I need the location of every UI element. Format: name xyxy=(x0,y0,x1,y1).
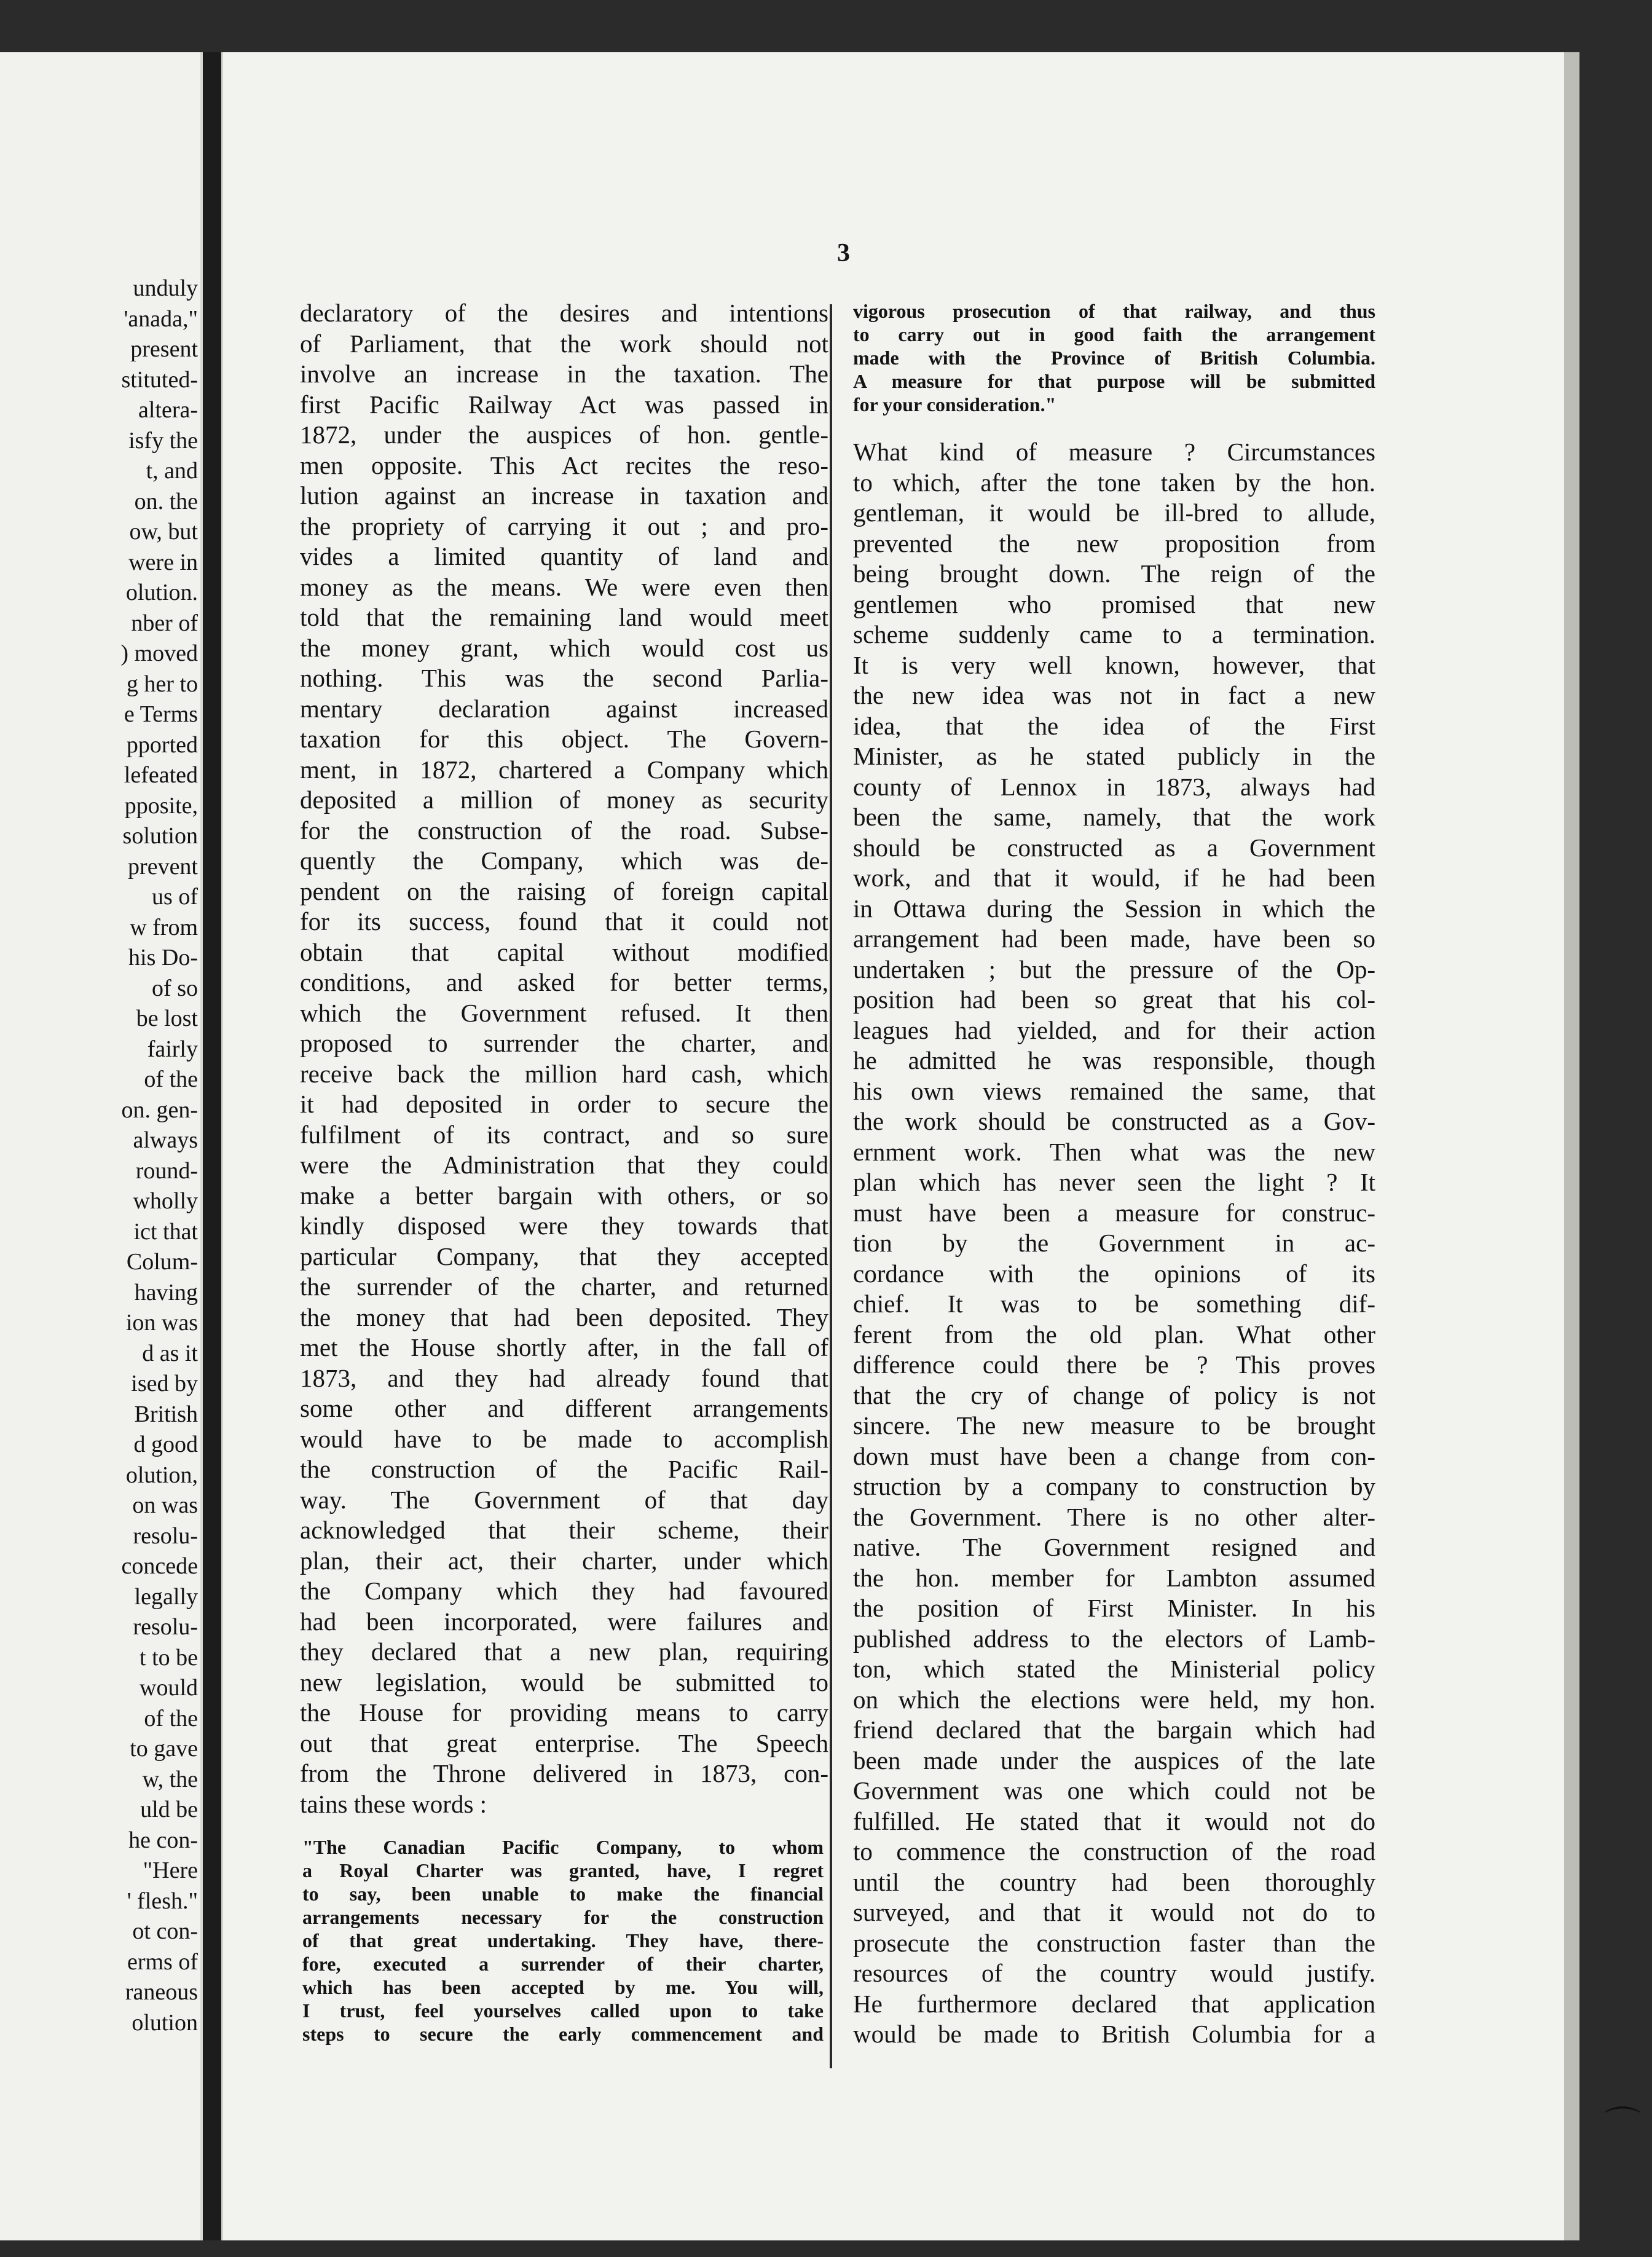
text-line: from the Throne delivered in 1873, con- xyxy=(300,1759,828,1787)
adjacent-page-fragment: of the xyxy=(144,1066,198,1092)
adjacent-page-fragment: d as it xyxy=(142,1340,198,1366)
text-line: out that great enterprise. The Speech xyxy=(300,1728,828,1757)
text-line: published address to the electors of Lamb- xyxy=(853,1624,1375,1653)
throne-speech-quote-end xyxy=(853,299,1375,416)
text-line: scheme suddenly came to a termination. xyxy=(853,620,1375,648)
adjacent-page-fragment: t, and xyxy=(146,458,198,484)
text-line: acknowledged that their scheme, their xyxy=(300,1516,828,1544)
quote-line: which has been accepted by me. You will, xyxy=(302,1976,824,1998)
text-line: must have been a measure for construc- xyxy=(853,1198,1375,1227)
text-line: ment, in 1872, chartered a Company which xyxy=(300,755,828,784)
text-line: struction by a company to construction by xyxy=(853,1472,1375,1500)
adjacent-page-fragment: altera- xyxy=(138,397,198,423)
text-line: What kind of measure ? Circumstances xyxy=(853,438,1375,466)
text-line: native. The Government resigned and xyxy=(853,1533,1375,1561)
text-line: had been incorporated, were failures and xyxy=(300,1607,828,1636)
column-divider xyxy=(830,304,832,2068)
adjacent-page-fragment: ow, but xyxy=(129,519,198,545)
text-line: gentleman, it would be ill-bred to allude, xyxy=(853,498,1375,527)
scan-corner-mark: ⌒ xyxy=(1604,2105,1641,2146)
text-line: being brought down. The reign of the xyxy=(853,559,1375,588)
adjacent-page-fragment: 'anada," xyxy=(124,305,198,332)
adjacent-page-fragment: nber of xyxy=(131,610,198,636)
text-line: conditions, and asked for better terms, xyxy=(300,968,828,996)
text-line: deposited a million of money as security xyxy=(300,786,828,814)
text-line: his own views remained the same, that xyxy=(853,1076,1375,1105)
adjacent-page-fragment: to gave xyxy=(130,1736,198,1762)
text-line: Minister, as he stated publicly in the xyxy=(853,742,1375,770)
quote-line: to say, been unable to make the financial xyxy=(302,1883,824,1905)
quote-line: made with the Province of British Columbia. xyxy=(853,347,1375,369)
quote-line: vigorous prosecution of that railway, and thus xyxy=(853,300,1375,322)
text-line: ton, which stated the Ministerial policy xyxy=(853,1655,1375,1683)
text-line: the hon. member for Lambton assumed xyxy=(853,1563,1375,1592)
adjacent-page-fragment: he con- xyxy=(128,1827,198,1853)
adjacent-page-sliver xyxy=(0,52,203,2240)
text-line: money as the means. We were even then xyxy=(300,572,828,601)
adjacent-page-fragment: Colum- xyxy=(126,1249,198,1275)
adjacent-page-fragment: always xyxy=(133,1127,198,1153)
text-line: in Ottawa during the Session in which the xyxy=(853,894,1375,923)
text-line: tains these words : xyxy=(300,1789,487,1818)
adjacent-page-fragment: of the xyxy=(144,1705,198,1731)
text-line: tion by the Government in ac- xyxy=(853,1229,1375,1257)
text-line: vides a limited quantity of land and xyxy=(300,542,828,570)
quote-line: A measure for that purpose will be submitted xyxy=(853,370,1375,392)
text-line: sincere. The new measure to be brought xyxy=(853,1411,1375,1440)
adjacent-page-fragment: ised by xyxy=(131,1371,198,1396)
text-line: taxation for this object. The Govern- xyxy=(300,725,828,753)
text-line: that the cry of change of policy is not xyxy=(853,1381,1375,1409)
text-line: county of Lennox in 1873, always had xyxy=(853,772,1375,801)
adjacent-page-fragment: present xyxy=(130,336,198,362)
text-line: particular Company, that they accepted xyxy=(300,1242,828,1270)
text-line: the money grant, which would cost us xyxy=(300,633,828,662)
text-line: cordance with the opinions of its xyxy=(853,1259,1375,1288)
adjacent-page-fragment: ) moved xyxy=(120,640,198,666)
text-line: fulfilment of its contract, and so sure xyxy=(300,1120,828,1149)
adjacent-page-fragment: olution xyxy=(132,2009,198,2036)
adjacent-page-fragment: ion was xyxy=(125,1310,198,1336)
text-line: of Parliament, that the work should not xyxy=(300,329,828,358)
text-line: arrangement had been made, have been so xyxy=(853,924,1375,953)
text-line: quently the Company, which was de- xyxy=(300,846,828,875)
adjacent-page-fragment: olution, xyxy=(125,1462,198,1488)
adjacent-page-fragment: ict that xyxy=(133,1218,198,1245)
adjacent-page-fragment: his Do- xyxy=(128,945,198,971)
quote-line: "The Canadian Pacific Company, to whom xyxy=(302,1836,824,1858)
text-line: difference could there be ? This proves xyxy=(853,1350,1375,1379)
text-line: resources of the country would justify. xyxy=(853,1959,1375,1987)
text-line: the construction of the Pacific Rail- xyxy=(300,1455,828,1483)
text-line: ferent from the old plan. What other xyxy=(853,1320,1375,1349)
page-edge xyxy=(1564,52,1579,2240)
text-line: plan which has never seen the light ? It xyxy=(853,1168,1375,1196)
text-line: proposed to surrender the charter, and xyxy=(300,1029,828,1057)
adjacent-page-fragment: lefeated xyxy=(124,762,198,788)
text-line: it had deposited in order to secure the xyxy=(300,1090,828,1118)
text-line: men opposite. This Act recites the reso- xyxy=(300,451,828,479)
adjacent-page-fragment: olution. xyxy=(125,580,198,605)
text-line: undertaken ; but the pressure of the Op- xyxy=(853,955,1375,983)
adjacent-page-fragment: resolu- xyxy=(133,1614,198,1640)
text-line: plan, their act, their charter, under which xyxy=(300,1546,828,1575)
text-line: would have to be made to accomplish xyxy=(300,1424,828,1453)
text-line: were the Administration that they could xyxy=(300,1151,828,1179)
adjacent-page-fragment: isfy the xyxy=(128,427,198,454)
right-column-body xyxy=(853,437,1375,2050)
text-line: receive back the million hard cash, which xyxy=(300,1059,828,1088)
text-line: lution against an increase in taxation and xyxy=(300,481,828,510)
text-line: pendent on the raising of foreign capital xyxy=(300,876,828,905)
adjacent-page-fragment: concede xyxy=(121,1553,198,1579)
throne-speech-quote-start xyxy=(300,1835,824,2046)
text-line: met the House shortly after, in the fall of xyxy=(300,1333,828,1361)
right-text-column xyxy=(853,299,1375,2050)
adjacent-page-fragment: d good xyxy=(133,1432,198,1457)
text-line: for its success, found that it could not xyxy=(300,907,828,935)
adjacent-page-fragment: ' flesh." xyxy=(127,1888,198,1914)
text-line: to commence the construction of the road xyxy=(853,1837,1375,1865)
text-line: until the country had been thoroughly xyxy=(853,1867,1375,1896)
adjacent-page-fragment: legally xyxy=(134,1583,198,1610)
text-line: way. The Government of that day xyxy=(300,1485,828,1514)
adjacent-page-fragment: of so xyxy=(152,975,198,1001)
text-line: the money that had been deposited. They xyxy=(300,1302,828,1331)
text-line: 1873, and they had already found that xyxy=(300,1363,828,1392)
adjacent-page-fragment: wholly xyxy=(133,1188,198,1214)
adjacent-page-fragment: on. the xyxy=(134,488,198,514)
quote-line: for your consideration." xyxy=(853,393,1056,416)
text-line: make a better bargain with others, or so xyxy=(300,1181,828,1210)
text-line: prevented the new proposition from xyxy=(853,529,1375,557)
text-line: position had been so great that his col- xyxy=(853,985,1375,1014)
adjacent-page-fragment: us of xyxy=(152,884,198,910)
adjacent-page-fragment: pported xyxy=(126,731,198,758)
quote-line: fore, executed a surrender of their charter, xyxy=(302,1953,824,1975)
adjacent-page-fragment: resolu- xyxy=(133,1522,198,1549)
adjacent-page-fragment: British xyxy=(134,1401,198,1427)
text-line: friend declared that the bargain which had xyxy=(853,1715,1375,1744)
text-line: on which the elections were held, my hon. xyxy=(853,1685,1375,1714)
text-line: down must have been a change from con- xyxy=(853,1441,1375,1470)
adjacent-page-fragment: stituted- xyxy=(121,366,198,393)
text-line: which the Government refused. It then xyxy=(300,998,828,1027)
text-line: first Pacific Railway Act was passed in xyxy=(300,390,828,419)
text-line: would be made to British Columbia for a xyxy=(853,2020,1375,2048)
text-line: 1872, under the auspices of hon. gentle- xyxy=(300,420,828,449)
text-line: involve an increase in the taxation. The xyxy=(300,360,828,388)
adjacent-page-text xyxy=(120,274,198,2038)
adjacent-page-fragment: fairly xyxy=(147,1036,198,1062)
quote-line: a Royal Charter was granted, have, I regret xyxy=(302,1859,824,1881)
text-line: He furthermore declared that application xyxy=(853,1989,1375,2018)
text-line: the work should be constructed as a Gov- xyxy=(853,1107,1375,1135)
adjacent-page-fragment: round- xyxy=(135,1157,198,1184)
adjacent-page-fragment: unduly xyxy=(133,275,198,301)
text-line: surveyed, and that it would not do to xyxy=(853,1898,1375,1926)
adjacent-page-fragment: "Here xyxy=(143,1857,198,1883)
text-line: the position of First Minister. In his xyxy=(853,1594,1375,1622)
text-line: the new idea was not in fact a new xyxy=(853,681,1375,709)
left-text-column xyxy=(300,298,828,2046)
adjacent-page-fragment: solution xyxy=(122,823,198,849)
adjacent-page-fragment: w from xyxy=(130,914,198,940)
text-line: fulfilled. He stated that it would not do xyxy=(853,1806,1375,1835)
page-number: 3 xyxy=(837,239,850,267)
adjacent-page-fragment: on was xyxy=(132,1492,198,1518)
text-line: been made under the auspices of the late xyxy=(853,1746,1375,1774)
text-line: the Company which they had favoured xyxy=(300,1577,828,1605)
text-line: the propriety of carrying it out ; and pro- xyxy=(300,511,828,540)
quote-line: of that great undertaking. They have, there- xyxy=(302,1929,824,1952)
text-line: chief. It was to be something dif- xyxy=(853,1290,1375,1318)
adjacent-page-fragment: w, the xyxy=(142,1766,198,1792)
text-line: leagues had yielded, and for their action xyxy=(853,1015,1375,1044)
adjacent-page-fragment: on. gen- xyxy=(121,1097,198,1123)
text-line: to which, after the tone taken by the hon. xyxy=(853,468,1375,497)
text-line: work, and that it would, if he had been xyxy=(853,864,1375,892)
text-line: It is very well known, however, that xyxy=(853,650,1375,679)
text-line: been the same, namely, that the work xyxy=(853,803,1375,831)
adjacent-page-fragment: would xyxy=(140,1675,198,1701)
text-line: ernment work. Then what was the new xyxy=(853,1137,1375,1166)
quote-line: I trust, feel yourselves called upon to take xyxy=(302,1999,824,2022)
left-column-body xyxy=(300,298,828,1819)
adjacent-page-fragment: ot con- xyxy=(132,1918,198,1944)
text-line: told that the remaining land would meet xyxy=(300,603,828,631)
quote-line: steps to secure the early commencement and xyxy=(302,2023,824,2045)
adjacent-page-fragment: t to be xyxy=(140,1644,198,1671)
text-line: the Government. There is no other alter- xyxy=(853,1502,1375,1531)
text-line: nothing. This was the second Parlia- xyxy=(300,664,828,692)
adjacent-page-fragment: pposite, xyxy=(124,792,198,819)
text-line: the surrender of the charter, and returned xyxy=(300,1272,828,1301)
adjacent-page-fragment: prevent xyxy=(128,853,198,880)
text-line: kindly disposed were they towards that xyxy=(300,1211,828,1240)
adjacent-page-fragment: having xyxy=(134,1279,198,1306)
text-line: for the construction of the road. Subse- xyxy=(300,816,828,845)
adjacent-page-fragment: g her to xyxy=(126,671,198,697)
adjacent-page-fragment: were in xyxy=(128,549,198,575)
adjacent-page-fragment: be lost xyxy=(136,1006,198,1031)
text-line: should be constructed as a Government xyxy=(853,833,1375,862)
text-line: gentlemen who promised that new xyxy=(853,589,1375,618)
text-line: he admitted he was responsible, though xyxy=(853,1046,1375,1074)
adjacent-page-fragment: e Terms xyxy=(124,701,198,727)
text-line: they declared that a new plan, requiring xyxy=(300,1637,828,1666)
adjacent-page-fragment: raneous xyxy=(125,1979,198,2005)
adjacent-page-fragment: erms of xyxy=(127,1948,198,1975)
text-line: idea, that the idea of the First xyxy=(853,711,1375,740)
text-line: declaratory of the desires and intentions xyxy=(300,299,828,327)
text-line: the House for providing means to carry xyxy=(300,1698,828,1727)
book-gutter xyxy=(203,52,221,2240)
text-line: Government was one which could not be xyxy=(853,1776,1375,1805)
quote-line: to carry out in good faith the arrangement xyxy=(853,323,1375,345)
text-line: mentary declaration against increased xyxy=(300,694,828,723)
text-line: new legislation, would be submitted to xyxy=(300,1668,828,1696)
text-line: some other and different arrangements xyxy=(300,1394,828,1422)
adjacent-page-fragment: uld be xyxy=(140,1797,198,1822)
quote-line: arrangements necessary for the construction xyxy=(302,1906,824,1928)
text-line: prosecute the construction faster than the xyxy=(853,1928,1375,1957)
text-line: obtain that capital without modified xyxy=(300,937,828,966)
